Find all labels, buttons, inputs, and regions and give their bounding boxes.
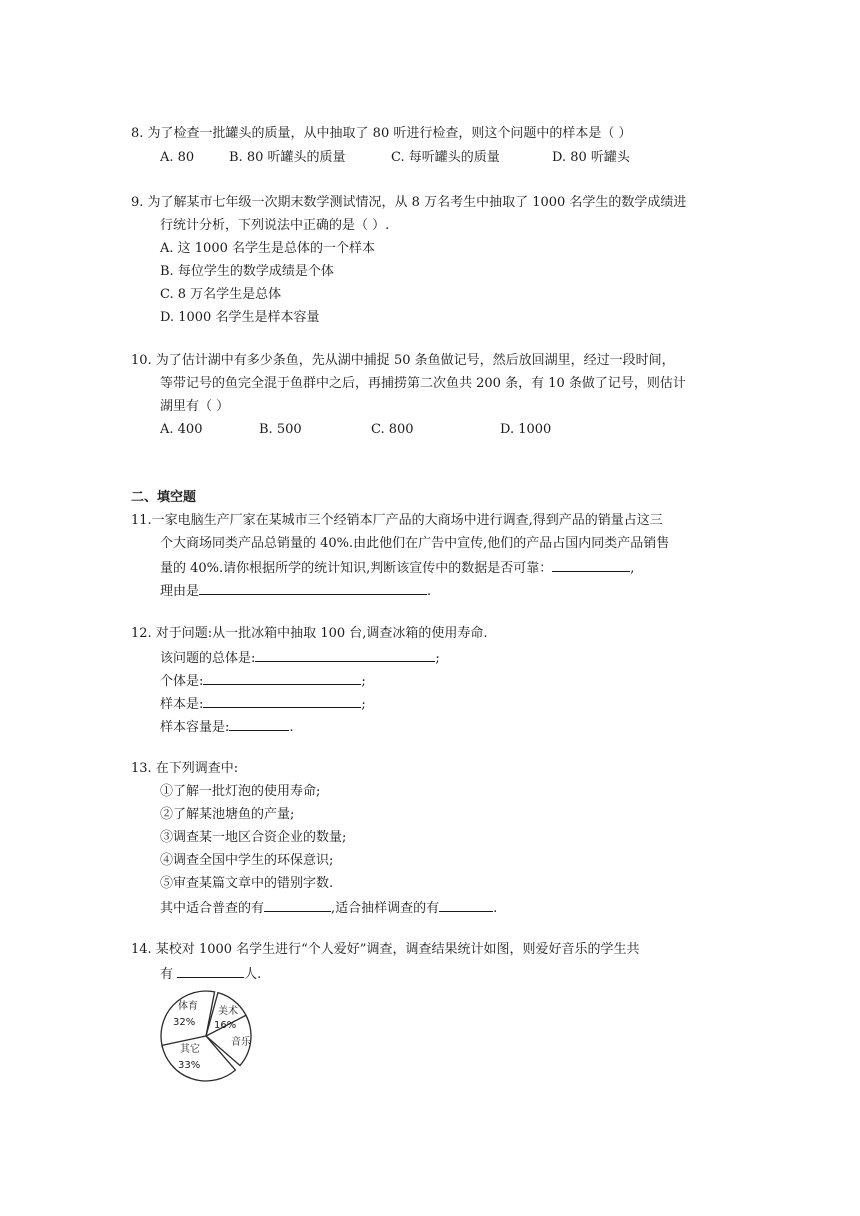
q8-option-b: B. 80 听罐头的质量 — [229, 150, 346, 165]
q12-individual-label: 个体是: — [160, 674, 204, 689]
q11-line3-text: 量的 40%.请你根据所学的统计知识,判断该宣传中的数据是否可靠： — [160, 561, 553, 576]
q10-option-a: A. 400 — [160, 422, 203, 437]
q12-size-label: 样本容量是: — [160, 720, 230, 735]
answer-blank-sample[interactable] — [203, 694, 361, 708]
answer-blank-individual[interactable] — [203, 671, 361, 685]
pie-slice-value: 33% — [178, 1060, 201, 1071]
section-heading: 二、填空题 — [131, 490, 197, 505]
q11-line3-end: , — [630, 561, 635, 576]
q12-sample-line — [160, 694, 366, 714]
q12-punct-2: ; — [361, 674, 366, 689]
pie-slice-label: 体育 — [178, 1001, 198, 1012]
q12-punct-4: . — [289, 720, 294, 735]
q9-option-d: D. 1000 名学生是样本容量 — [160, 310, 320, 325]
hobby-pie-chart — [158, 988, 254, 1084]
q13-item: ①了解一批灯泡的使用寿命; — [160, 784, 321, 799]
q9-stem-line1: 9. 为了解某市七年级一次期末数学测试情况，从 8 万名考生中抽取了 1000 名学生的数学成绩进 — [131, 195, 687, 210]
q11-reason-label: 理由是 — [160, 584, 200, 599]
answer-blank-reliable[interactable] — [552, 558, 630, 572]
q13-item: ⑤审查某篇文章中的错别字数. — [160, 876, 334, 891]
q8-option-d: D. 80 听罐头 — [552, 150, 630, 165]
pie-slice-label: 美术 — [218, 1006, 238, 1017]
q10-option-d: D. 1000 — [500, 422, 552, 437]
q9-option-c: C. 8 万名学生是总体 — [160, 287, 282, 302]
pie-slice-label: 音乐 — [231, 1037, 251, 1048]
q11-line1: 11.一家电脑生产厂家在某城市三个经销本厂产品的大商场中进行调查,得到产品的销量占这三 — [131, 513, 663, 528]
q11-line2: 个大商场同类产品总销量的 40%.由此他们在广告中宣传,他们的产品占国内同类产品销售 — [160, 536, 670, 551]
pie-slice-value: 16% — [214, 1020, 237, 1031]
q13-census-label: 其中适合普查的有 — [160, 901, 265, 916]
answer-blank-population[interactable] — [255, 648, 435, 662]
q12-population-label: 该问题的总体是: — [160, 651, 256, 666]
answer-blank-music-count[interactable] — [177, 964, 244, 978]
q14-line1: 14. 某校对 1000 名学生进行“个人爱好”调查，调查结果统计如图，则爱好音乐的学生共 — [131, 942, 640, 957]
q13-conclusion — [160, 898, 497, 918]
answer-blank-sampling[interactable] — [439, 898, 493, 912]
pie-slice-label: 其它 — [180, 1044, 200, 1055]
q12-sample-label: 样本是: — [160, 697, 204, 712]
q13-item: ②了解某池塘鱼的产量; — [160, 807, 295, 822]
q10-option-c: C. 800 — [371, 422, 414, 437]
q12-size-line — [160, 717, 294, 737]
q10-stem-line1: 10. 为了估计湖中有多少条鱼，先从湖中捕捉 50 条鱼做记号，然后放回湖里，经过一段时间， — [131, 353, 675, 368]
answer-blank-census[interactable] — [264, 898, 331, 912]
q9-option-b: B. 每位学生的数学成绩是个体 — [160, 264, 334, 279]
q8-option-a: A. 80 — [160, 150, 195, 165]
q11-line4-end: . — [427, 584, 432, 599]
q11-line3 — [160, 558, 634, 578]
q13-item: ④调查全国中学生的环保意识; — [160, 853, 334, 868]
q8-option-c: C. 每听罐头的质量 — [391, 150, 500, 165]
q12-population-line — [160, 648, 440, 668]
q12-punct-3: ; — [361, 697, 366, 712]
q12-individual-line — [160, 671, 366, 691]
q10-option-b: B. 500 — [259, 422, 302, 437]
q14-line2-end: 人. — [244, 967, 262, 982]
answer-blank-reason[interactable] — [199, 581, 427, 595]
q9-stem-line2: 行统计分析，下列说法中正确的是（ ）. — [160, 218, 390, 233]
q13-stem: 13. 在下列调查中: — [131, 761, 239, 776]
q13-item: ③调查某一地区合资企业的数量; — [160, 830, 347, 845]
q9-option-a: A. 这 1000 名学生是总体的一个样本 — [160, 241, 376, 256]
pie-slice-value: 32% — [173, 1017, 196, 1028]
q14-line2 — [160, 964, 261, 984]
q13-punct: . — [493, 901, 498, 916]
answer-blank-sample-size[interactable] — [229, 717, 289, 731]
q11-line4 — [160, 581, 431, 601]
q10-stem-line2: 等带记号的鱼完全混于鱼群中之后，再捕捞第二次鱼共 200 条，有 10 条做了记号，则估计 — [160, 376, 686, 391]
q13-sampling-label: ,适合抽样调查的有 — [331, 901, 440, 916]
q12-stem: 12. 对于问题:从一批冰箱中抽取 100 台,调查冰箱的使用寿命. — [131, 626, 488, 641]
q12-punct-1: ; — [435, 651, 440, 666]
q14-line2-text: 有 — [160, 967, 178, 982]
q8-stem: 8. 为了检查一批罐头的质量，从中抽取了 80 听进行检查，则这个问题中的样本是（ ） — [131, 126, 632, 141]
q10-stem-line3: 湖里有（ ） — [160, 399, 230, 414]
